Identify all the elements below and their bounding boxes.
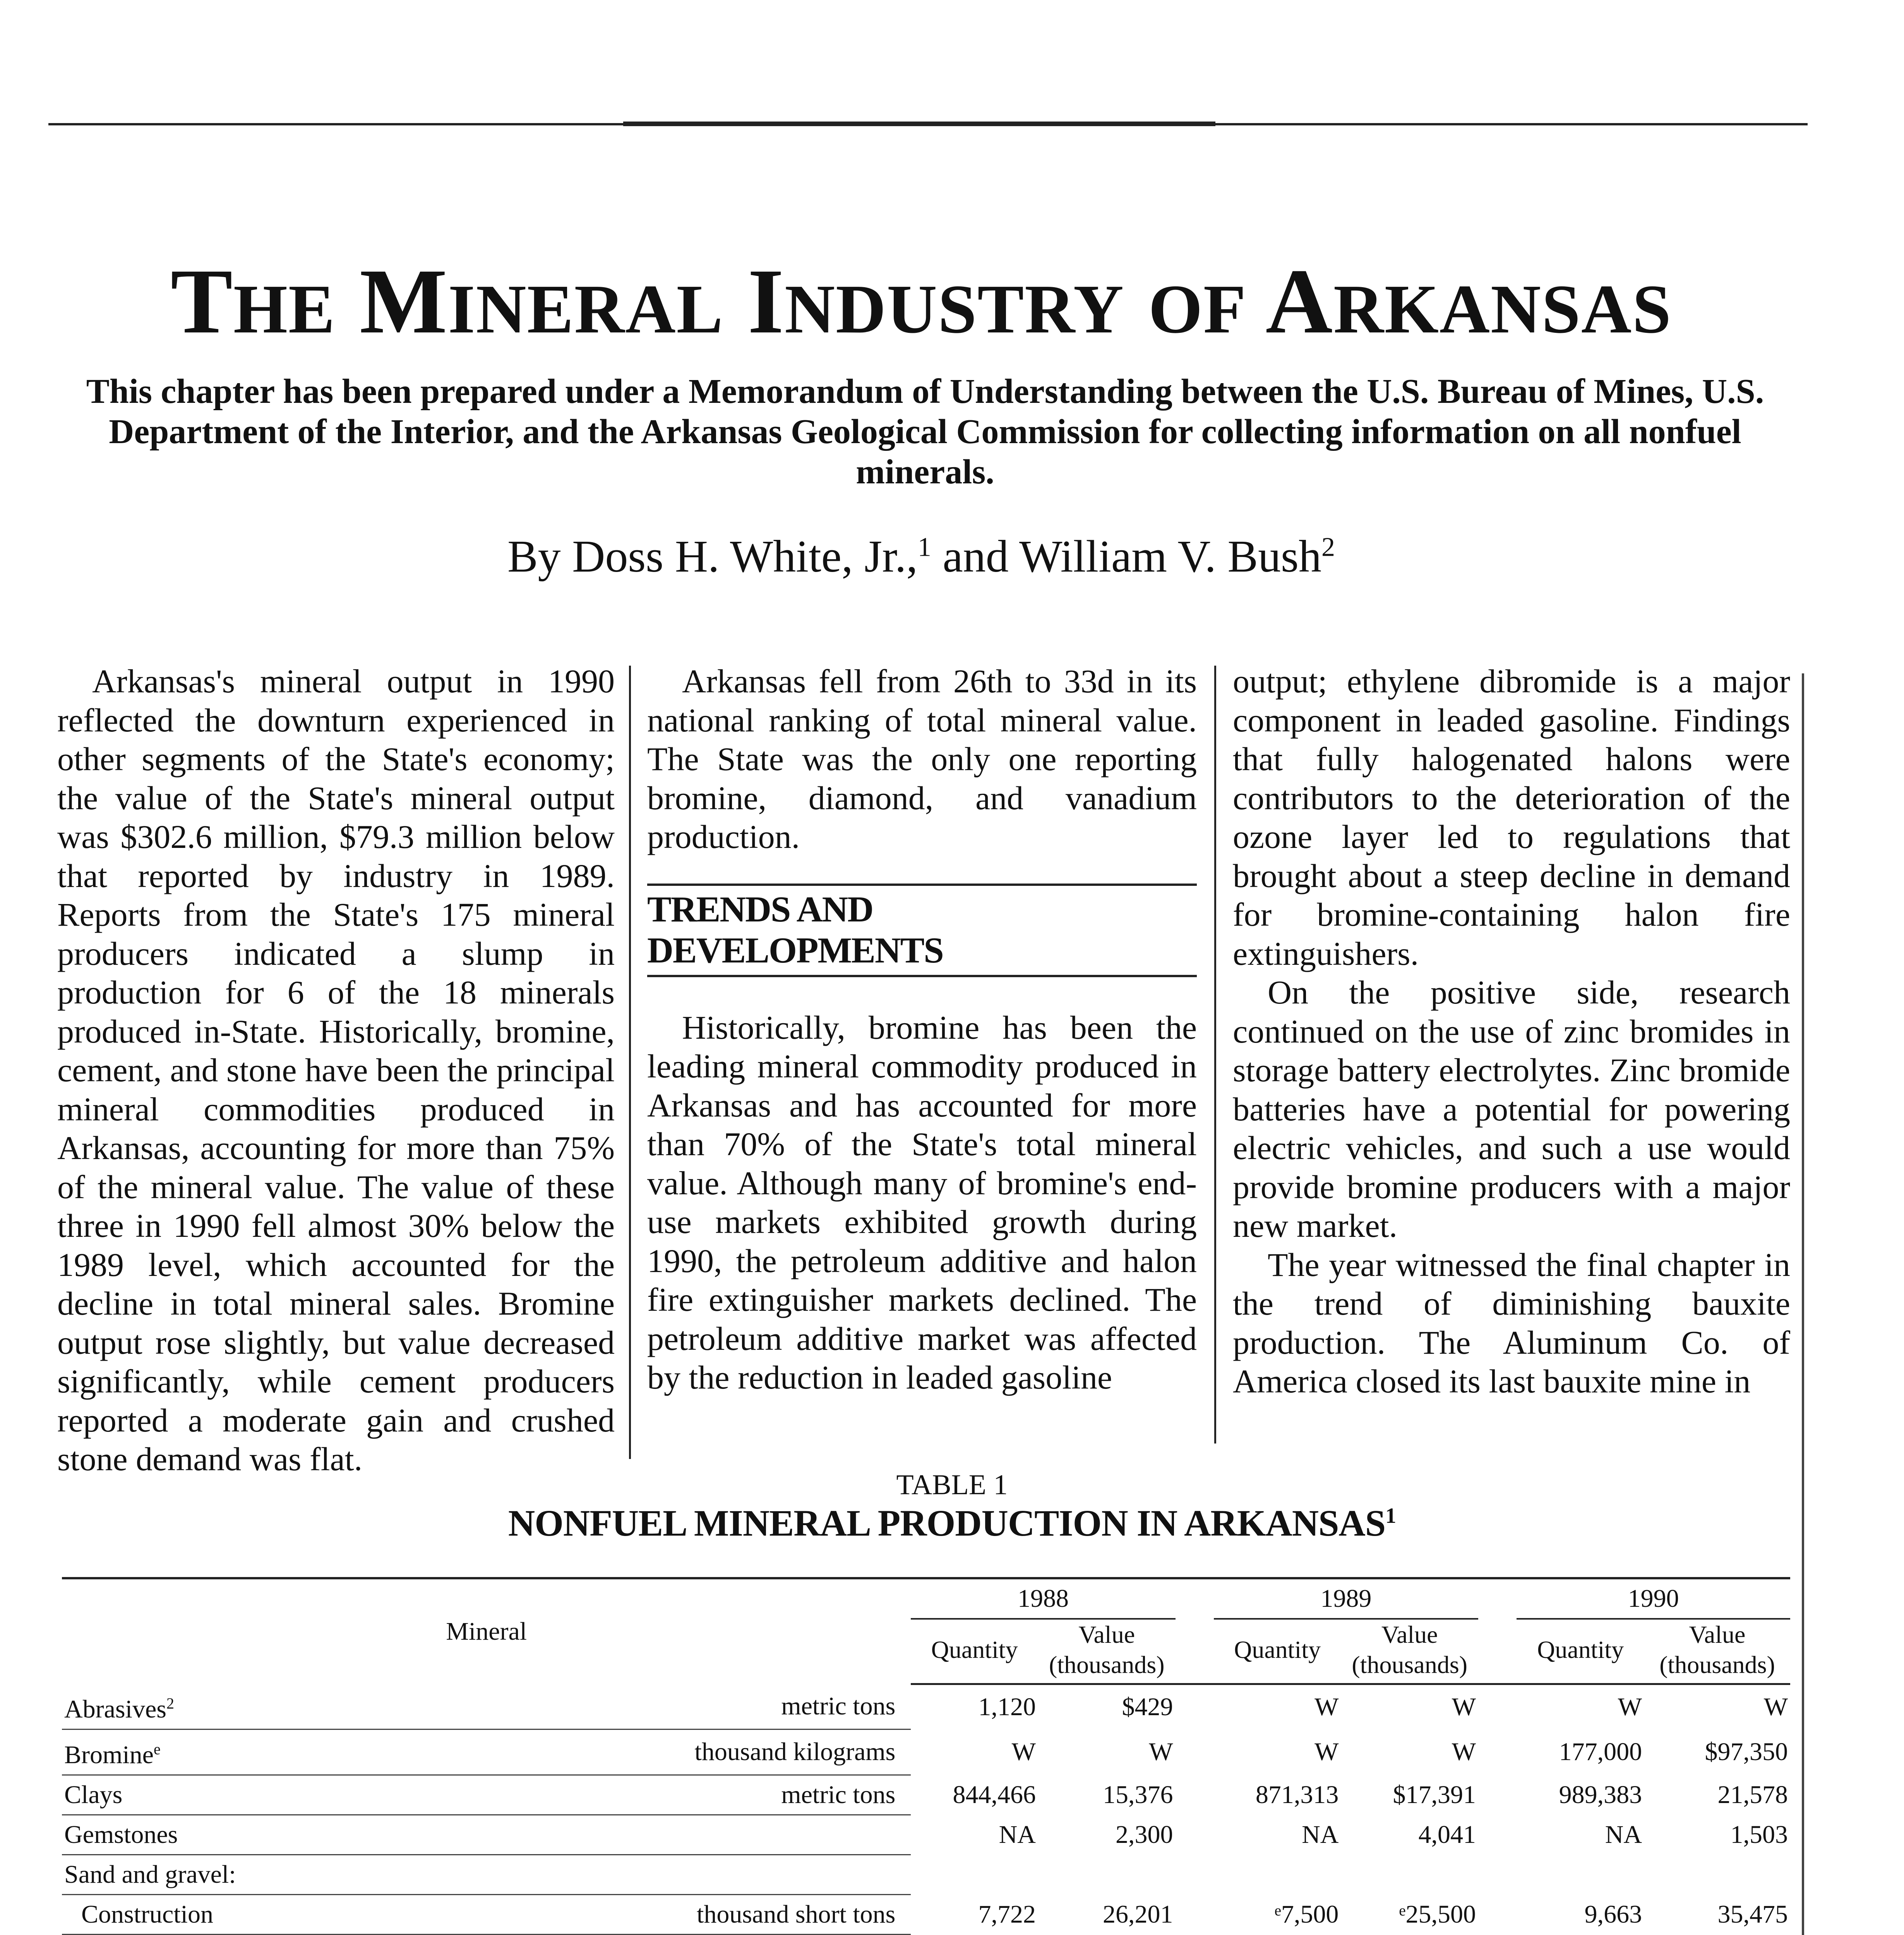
quantity-header: Quantity xyxy=(1214,1619,1341,1684)
value-header: Value (thousands) xyxy=(1644,1619,1790,1684)
right-margin-rule xyxy=(1802,673,1804,1935)
year-header: 1989 xyxy=(1214,1578,1478,1619)
section-heading: TRENDS AND DEVELOPMENTS xyxy=(647,884,1197,977)
value-header: Value (thousands) xyxy=(1038,1619,1176,1684)
table-row: Abrasives$^2$ metric tons 1,120 $429 W W W W xyxy=(62,1684,1790,1730)
column-rule-2 xyxy=(1214,666,1216,1444)
body-column-3 xyxy=(1233,662,1790,1401)
chapter-note: This chapter has been prepared under a Memorandum of Understanding between the U.S. Bureau of Mines, U.S. Department of the Interior, and the Arkansas Geological Commission for collecting information on all nonfuel minerals. xyxy=(86,372,1764,491)
page-title: THE MINERAL INDUSTRY OF ARKANSAS xyxy=(170,250,1672,353)
table-row: Bromine$^e$ thousand kilograms W W W W 177,000 $97,350 xyxy=(62,1729,1790,1775)
table-row: Sand and gravel: xyxy=(62,1855,1790,1894)
value-header: Value (thousands) xyxy=(1341,1619,1478,1684)
paragraph: Historically, bromine has been the leading mineral commodity produced in Arkansas and has accounted for more than 70% of the State's total mineral value. Although many of bromine's end-use markets exhibited growth during 1990, the petroleum additive and halon fire extinguisher markets declined. The petroleum additive market was affected by the reduction in leaded gasoline xyxy=(647,1009,1197,1396)
paragraph: Arkansas's mineral output in 1990 reflected the downturn experienced in other segments of the State's economy; the value of the State's mineral output was $302.6 million, $79.3 million below that reported by industry in 1989. Reports from the State's 175 mineral producers indicated a slump in production for 6 of the 18 minerals produced in-State. Historically, bromine, cement, and stone have been the principal mineral commodities produced in Arkansas, accounting for more than 75% of the mineral value. The value of these three in 1990 fell almost 30% below the 1989 level, which accounted for the decline in total mineral sales. Bromine output rose slightly, but value decreased significantly, while cement producers reported a moderate gain and crushed stone demand was flat. xyxy=(57,663,615,1478)
table-row: Clays metric tons 844,466 15,376 871,313 $17,391 989,383 21,578 xyxy=(62,1775,1790,1815)
body-column-2 xyxy=(647,662,1197,1397)
body-column-1 xyxy=(57,662,615,1479)
table-title: NONFUEL MINERAL PRODUCTION IN ARKANSAS$^1$ xyxy=(508,1502,1396,1544)
quantity-header: Quantity xyxy=(1517,1619,1644,1684)
quantity-header: Quantity xyxy=(911,1619,1038,1684)
byline: By Doss H. White, Jr.,$^1$ and William V. Bush$^2$ xyxy=(507,531,1335,582)
paragraph: Arkansas fell from 26th to 33d in its national ranking of total mineral value. The State was the only one reporting bromine, diamond, and vanadium production. xyxy=(647,663,1197,855)
table-row: Construction thousand short tons 7,722 26,201 ᵉ7,500 ᵉ25,500 9,663 35,475 xyxy=(62,1894,1790,1934)
mineral-header: Mineral xyxy=(62,1578,911,1684)
paragraph: output; ethylene dibromide is a major component in leaded gasoline. Findings that fully halogenated halons were contributors to the deterioration of the ozone layer led to regulations that brought about a steep decline in demand for bromine-containing halon fire extinguishers. xyxy=(1233,663,1790,972)
paragraph: The year witnessed the final chapter in the trend of diminishing bauxite production. The Aluminum Co. of America closed its last bauxite mine in xyxy=(1233,1246,1790,1400)
top-rule-accent xyxy=(623,122,1215,126)
column-rule-1 xyxy=(629,666,631,1459)
paragraph: On the positive side, research continued on the use of zinc bromides in storage battery electrolytes. Zinc bromide batteries have a potential for powering electric vehicles, and such a use would provide bromine producers with a major new market. xyxy=(1233,974,1790,1244)
year-header: 1990 xyxy=(1517,1578,1790,1619)
year-header: 1988 xyxy=(911,1578,1175,1619)
table-label: TABLE 1 xyxy=(896,1469,1008,1501)
table-row: Gemstones NA 2,300 NA 4,041 NA 1,503 xyxy=(62,1815,1790,1855)
production-table xyxy=(62,1577,1790,1935)
